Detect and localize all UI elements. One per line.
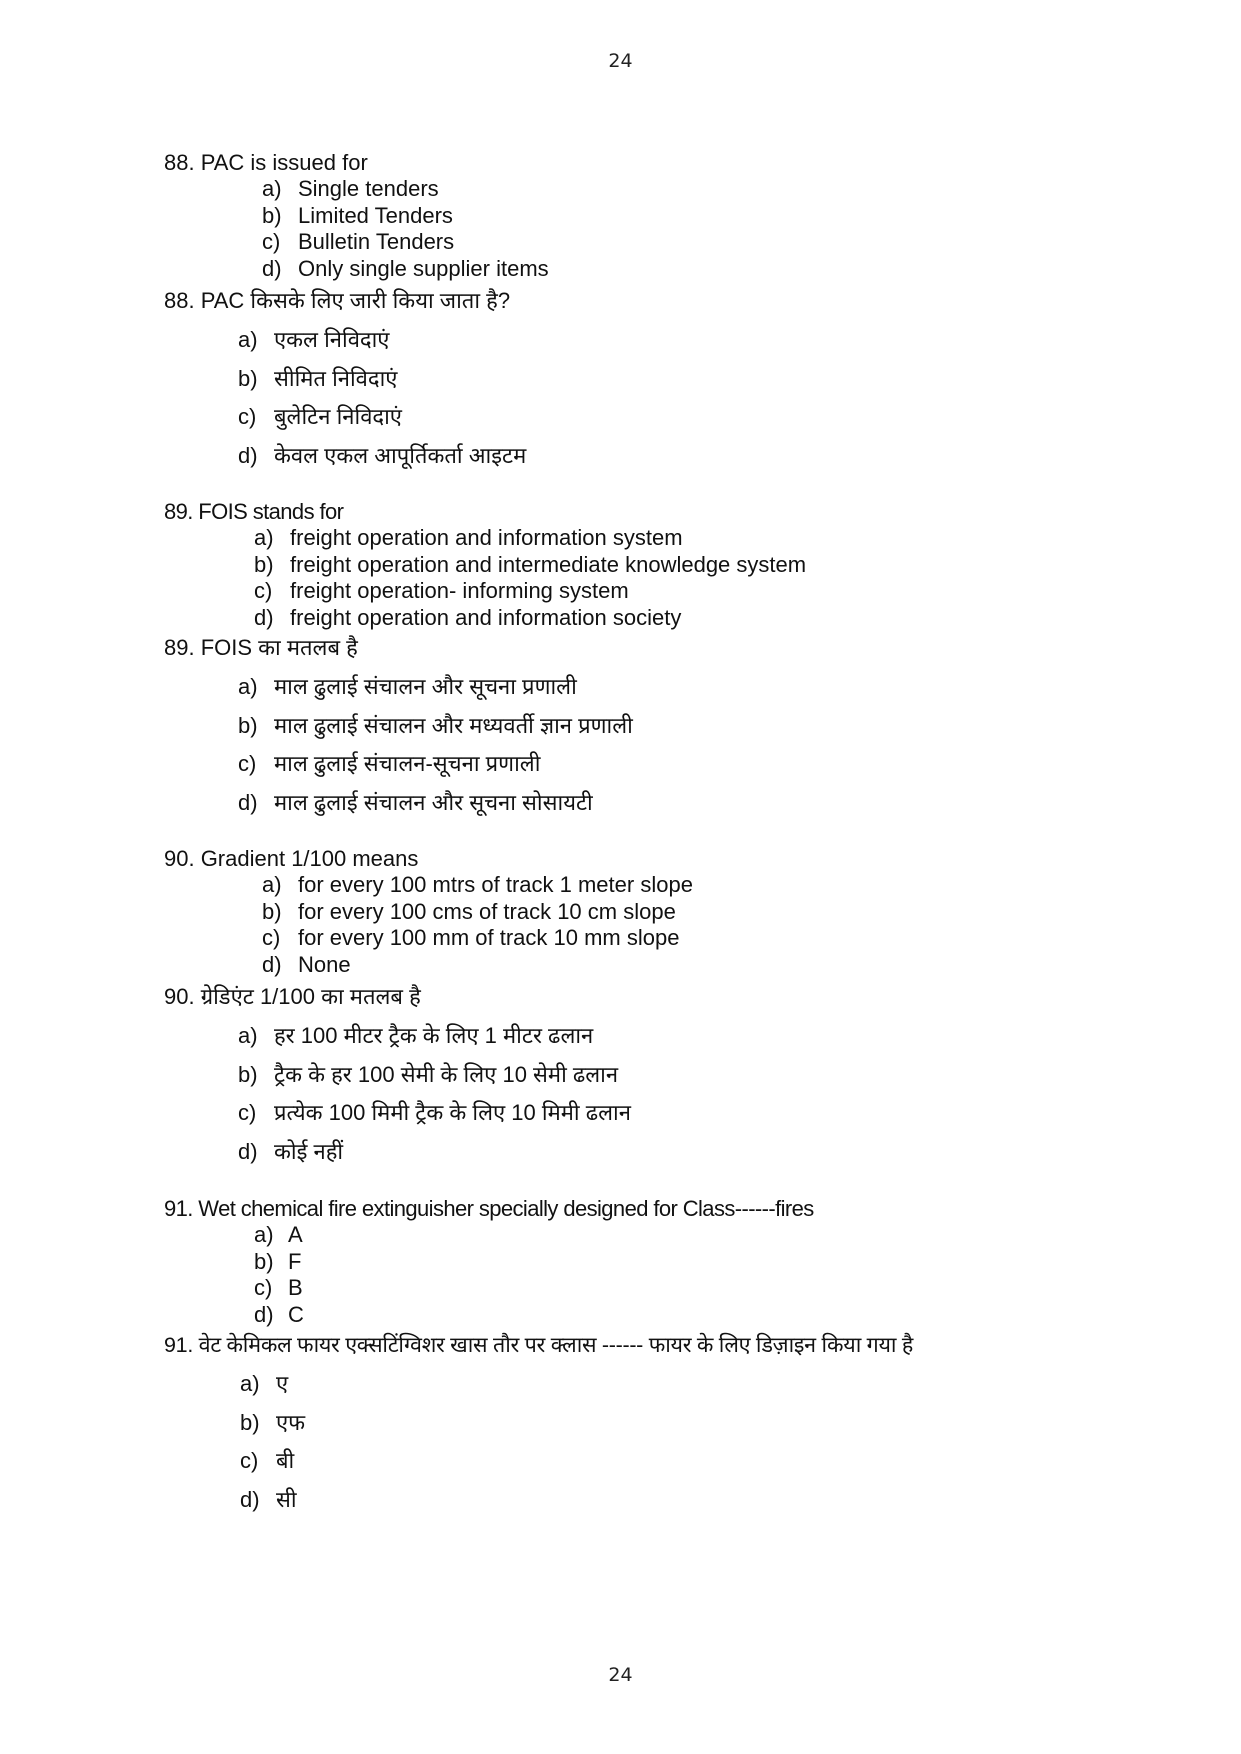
option-text: माल ढुलाई संचालन और मध्यवर्ती ज्ञान प्रणाली	[274, 712, 633, 738]
option-label: c)	[254, 578, 273, 603]
option-text: कोई नहीं	[274, 1139, 344, 1165]
option-label: c)	[262, 229, 281, 254]
option-c	[238, 1098, 631, 1137]
option-text: for every 100 cms of track 10 cm slope	[298, 898, 676, 924]
option-d	[238, 441, 527, 480]
option-label: b)	[262, 898, 282, 924]
option-b	[262, 898, 676, 926]
option-label: c)	[238, 751, 257, 777]
option-b	[262, 202, 453, 230]
option-b	[238, 1060, 619, 1099]
option-c	[262, 229, 455, 256]
option-label: a)	[240, 1371, 260, 1396]
option-d	[238, 1137, 421, 1176]
question-title: 90. ग्रेडिएंट 1/100 का मतलब है	[164, 984, 421, 1009]
option-text: Limited Tenders	[298, 202, 453, 228]
option-label: c)	[254, 1275, 273, 1300]
option-c	[238, 749, 541, 788]
option-text: A	[288, 1222, 303, 1247]
option-d	[262, 255, 549, 283]
option-d	[254, 604, 682, 632]
option-text: केवल एकल आपूर्तिकर्ता आइटम	[274, 443, 527, 469]
option-text: Bulletin Tenders	[298, 229, 455, 254]
question-title: 89. FOIS का मतलब है	[164, 635, 358, 660]
option-label: b)	[238, 712, 258, 738]
question-title: 88. PAC is issued for	[164, 150, 368, 175]
question-88-hi	[164, 286, 527, 480]
option-a	[262, 176, 439, 203]
option-list	[164, 1369, 913, 1524]
option-text: Single tenders	[298, 176, 439, 201]
page-number-header: 24	[608, 50, 633, 72]
option-text: बी	[276, 1448, 295, 1474]
option-list	[164, 525, 807, 631]
option-label: d)	[254, 604, 274, 630]
option-text: एफ	[276, 1409, 306, 1435]
option-text: freight operation- informing system	[290, 578, 629, 603]
option-a	[254, 525, 683, 552]
question-title: 90. Gradient 1/100 means	[164, 846, 419, 871]
option-c	[262, 925, 680, 952]
option-label: b)	[238, 1061, 258, 1087]
option-a	[240, 1369, 913, 1408]
option-label: b)	[254, 1248, 274, 1274]
option-text: ए	[276, 1371, 289, 1396]
option-label: c)	[238, 1100, 257, 1126]
option-label: d)	[262, 951, 282, 977]
option-text: माल ढुलाई संचालन और सूचना सोसायटी	[274, 790, 593, 816]
option-list	[164, 325, 527, 480]
option-c	[238, 402, 510, 441]
option-a	[238, 672, 577, 711]
option-text: बुलेटिन निविदाएं	[274, 404, 402, 430]
option-list	[164, 872, 693, 978]
question-title: 88. PAC किसके लिए जारी किया जाता है?	[164, 288, 511, 313]
option-list	[164, 1222, 814, 1328]
option-d	[240, 1485, 913, 1524]
option-text: प्रत्येक 100 मिमी ट्रैक के लिए 10 मिमी ढलान	[274, 1100, 631, 1126]
page-number-footer: 24	[608, 1664, 633, 1686]
option-text: Only single supplier items	[298, 255, 549, 281]
option-text: C	[288, 1301, 304, 1327]
question-title: 91. वेट केमिकल फायर एक्सटिंग्विशर खास तौर पर क्लास ------ फायर के लिए डिज़ाइन किया गया है	[164, 1333, 913, 1357]
option-label: b)	[238, 365, 258, 391]
option-label: a)	[262, 872, 282, 897]
option-text: freight operation and information society	[290, 604, 682, 630]
option-label: d)	[238, 443, 258, 469]
option-d	[238, 788, 593, 827]
option-b	[238, 711, 633, 750]
option-label: c)	[240, 1448, 259, 1474]
option-text: for every 100 mm of track 10 mm slope	[298, 925, 680, 950]
option-text: B	[288, 1275, 303, 1300]
option-label: b)	[254, 551, 274, 577]
question-88-en	[164, 150, 549, 282]
option-text: F	[288, 1248, 302, 1274]
option-text: freight operation and information system	[290, 525, 683, 550]
option-text: None	[298, 951, 351, 977]
option-list	[164, 1021, 631, 1176]
option-d	[254, 1302, 814, 1329]
option-c	[240, 1446, 913, 1485]
option-text: सीमित निविदाएं	[274, 365, 398, 391]
option-label: a)	[254, 1222, 274, 1247]
option-label: d)	[238, 1139, 258, 1165]
question-89-en	[164, 499, 807, 631]
option-b	[240, 1408, 913, 1447]
option-label: a)	[238, 674, 258, 699]
option-a	[254, 1222, 814, 1249]
question-90-en	[164, 846, 693, 978]
question-89-hi	[164, 633, 633, 827]
option-d	[262, 952, 418, 979]
option-list	[164, 672, 633, 827]
option-label: d)	[238, 790, 258, 816]
option-text: माल ढुलाई संचालन-सूचना प्रणाली	[274, 751, 541, 777]
question-91-en	[164, 1196, 814, 1328]
option-label: c)	[262, 925, 281, 950]
option-b	[254, 551, 807, 579]
option-a	[238, 1021, 594, 1060]
option-text: for every 100 mtrs of track 1 meter slope	[298, 872, 693, 897]
option-text: freight operation and intermediate knowledge system	[290, 551, 807, 577]
option-label: b)	[262, 202, 282, 228]
option-a	[238, 325, 510, 364]
option-label: a)	[254, 525, 274, 550]
option-label: a)	[238, 1023, 258, 1048]
option-b	[238, 364, 510, 403]
option-a	[262, 872, 693, 899]
option-text: एकल निविदाएं	[274, 327, 390, 352]
option-label: b)	[240, 1409, 260, 1435]
option-text: सी	[276, 1487, 297, 1513]
question-title: 89. FOIS stands for	[164, 499, 344, 524]
option-text: माल ढुलाई संचालन और सूचना प्रणाली	[274, 674, 577, 699]
option-text: ट्रैक के हर 100 सेमी के लिए 10 सेमी ढलान	[274, 1061, 619, 1087]
option-label: c)	[238, 404, 257, 430]
option-c	[254, 1275, 814, 1302]
option-label: a)	[262, 176, 282, 201]
question-title: 91. Wet chemical fire extinguisher specially designed for Class------fires	[164, 1196, 814, 1221]
question-91-hi	[164, 1330, 913, 1524]
option-label: d)	[240, 1487, 260, 1513]
question-90-hi	[164, 982, 631, 1176]
option-c	[254, 578, 629, 605]
option-list	[164, 176, 549, 282]
option-text: हर 100 मीटर ट्रैक के लिए 1 मीटर ढलान	[274, 1023, 594, 1048]
option-label: d)	[262, 255, 282, 281]
option-b	[254, 1249, 814, 1276]
option-label: d)	[254, 1301, 274, 1327]
option-label: a)	[238, 327, 258, 352]
